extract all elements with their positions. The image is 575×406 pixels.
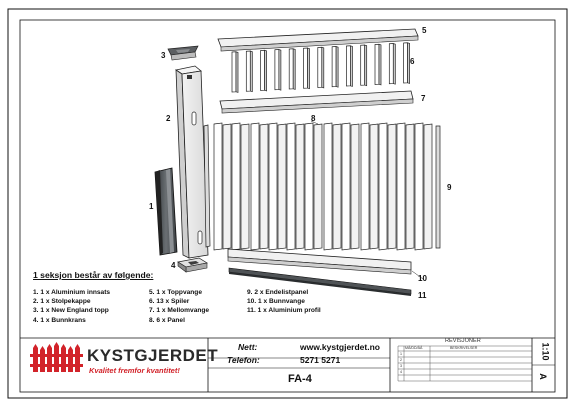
brand-name: KYSTGJERDET: [87, 346, 219, 365]
rev-row-4: 4: [400, 370, 402, 374]
callout-11: 11: [418, 291, 427, 300]
picket: [332, 47, 336, 87]
revisions-table: [398, 346, 532, 381]
panel-board: [278, 124, 286, 249]
legend-item-5: 5. 1 x Toppvange: [149, 289, 203, 296]
picket-side: [393, 44, 395, 85]
panel-board: [406, 124, 414, 249]
callout-3: 3: [161, 51, 166, 60]
legend-item-10: 10. 1 x Bunnvange: [247, 298, 305, 305]
logo-fence-icon: [30, 342, 83, 372]
picket-side: [236, 52, 238, 93]
legend-item-7: 7. 1 x Mellomvange: [149, 307, 210, 314]
panel-board: [388, 124, 396, 249]
panel-board: [241, 124, 249, 249]
picket: [346, 46, 350, 86]
legend-item-9: 9. 2 x Endelistpanel: [247, 289, 309, 296]
picket: [304, 48, 308, 88]
panel-board: [287, 123, 295, 250]
panel-board: [361, 123, 369, 250]
panel-board: [379, 123, 387, 250]
pickets: [232, 43, 410, 93]
picket-side: [293, 49, 295, 90]
callout-7: 7: [421, 94, 426, 103]
post: [176, 66, 208, 258]
legend-item-2: 2. 1 x Stolpekappe: [33, 298, 91, 305]
callout-2: 2: [166, 114, 171, 123]
panel-board: [342, 123, 350, 250]
panel-board: [251, 123, 259, 250]
bottom-collar: [178, 258, 207, 272]
picket-side: [379, 44, 381, 85]
aluminium-insert: [155, 168, 177, 255]
brand-slogan: Kvalitet fremfor kvantitet!: [89, 366, 180, 375]
phone-label: Telefon:: [227, 355, 260, 365]
new-england-cap: [168, 46, 198, 60]
panel-board: [397, 123, 405, 250]
bottom-rail: [228, 249, 411, 274]
panels: [214, 123, 432, 250]
callout-10: 10: [418, 274, 427, 283]
panel-board: [424, 124, 432, 249]
legend-item-3: 3. 1 x New England topp: [33, 307, 109, 314]
legend-item-8: 8. 6 x Panel: [149, 317, 185, 324]
picket-side: [322, 47, 324, 88]
legend-item-4: 4. 1 x Bunnkrans: [33, 317, 86, 324]
panel-board: [351, 124, 359, 249]
panel-board: [314, 124, 322, 249]
callout-8: 8: [311, 114, 316, 123]
picket-side: [350, 46, 352, 87]
legend-item-11: 11. 1 x Aluminium profil: [247, 307, 321, 314]
picket-side: [279, 50, 281, 91]
rev-row-3: 3: [400, 364, 402, 368]
picket: [275, 50, 279, 90]
picket: [261, 50, 265, 90]
legend-item-6: 6. 13 x Spiler: [149, 298, 190, 305]
picket-side: [250, 51, 252, 92]
picket: [318, 47, 322, 87]
picket: [404, 43, 408, 83]
legend-title: 1 seksjon består av følgende:: [33, 270, 154, 280]
drawing-code: FA-4: [288, 373, 312, 385]
panel-board: [214, 123, 222, 250]
panel-board: [333, 124, 341, 249]
panel-board: [232, 123, 240, 250]
callout-4: 4: [171, 261, 176, 270]
sheet-size-label: A: [537, 373, 548, 380]
picket: [375, 44, 379, 84]
callout-5: 5: [422, 26, 427, 35]
legend-item-1: 1. 1 x Aluminium innsats: [33, 289, 111, 296]
middle-rail: [220, 91, 413, 113]
panel-board: [415, 123, 423, 250]
picket: [289, 49, 293, 89]
picket-side: [265, 50, 267, 91]
panel-board: [305, 123, 313, 250]
picket-side: [365, 45, 367, 86]
rev-row-1: 1: [400, 352, 402, 356]
picket: [361, 45, 365, 85]
panel-board: [296, 124, 304, 249]
phone-value: 5271 5271: [300, 355, 341, 365]
picket-side: [336, 47, 338, 88]
panel-board: [370, 124, 378, 249]
web-value: www.kystgjerdet.no: [300, 342, 380, 352]
panel-board: [260, 124, 268, 249]
picket-side: [308, 48, 310, 89]
revisions-title: REVISJONER: [445, 338, 481, 344]
callout-1: 1: [149, 202, 154, 211]
callout-9: 9: [447, 183, 452, 192]
picket: [232, 52, 236, 92]
panel-board: [269, 123, 277, 250]
picket: [246, 51, 250, 91]
scale-label: 1:10: [540, 342, 551, 361]
picket: [389, 44, 393, 84]
web-label: Nett:: [238, 342, 258, 352]
rev-col-description: BESKRIVELSER: [450, 346, 478, 350]
rev-row-2: 2: [400, 358, 402, 362]
panel-board: [324, 123, 332, 250]
rev-col-date: MÅ/DD/ÅÅ: [405, 346, 423, 350]
panel-board: [223, 124, 231, 249]
callout-6: 6: [410, 57, 415, 66]
